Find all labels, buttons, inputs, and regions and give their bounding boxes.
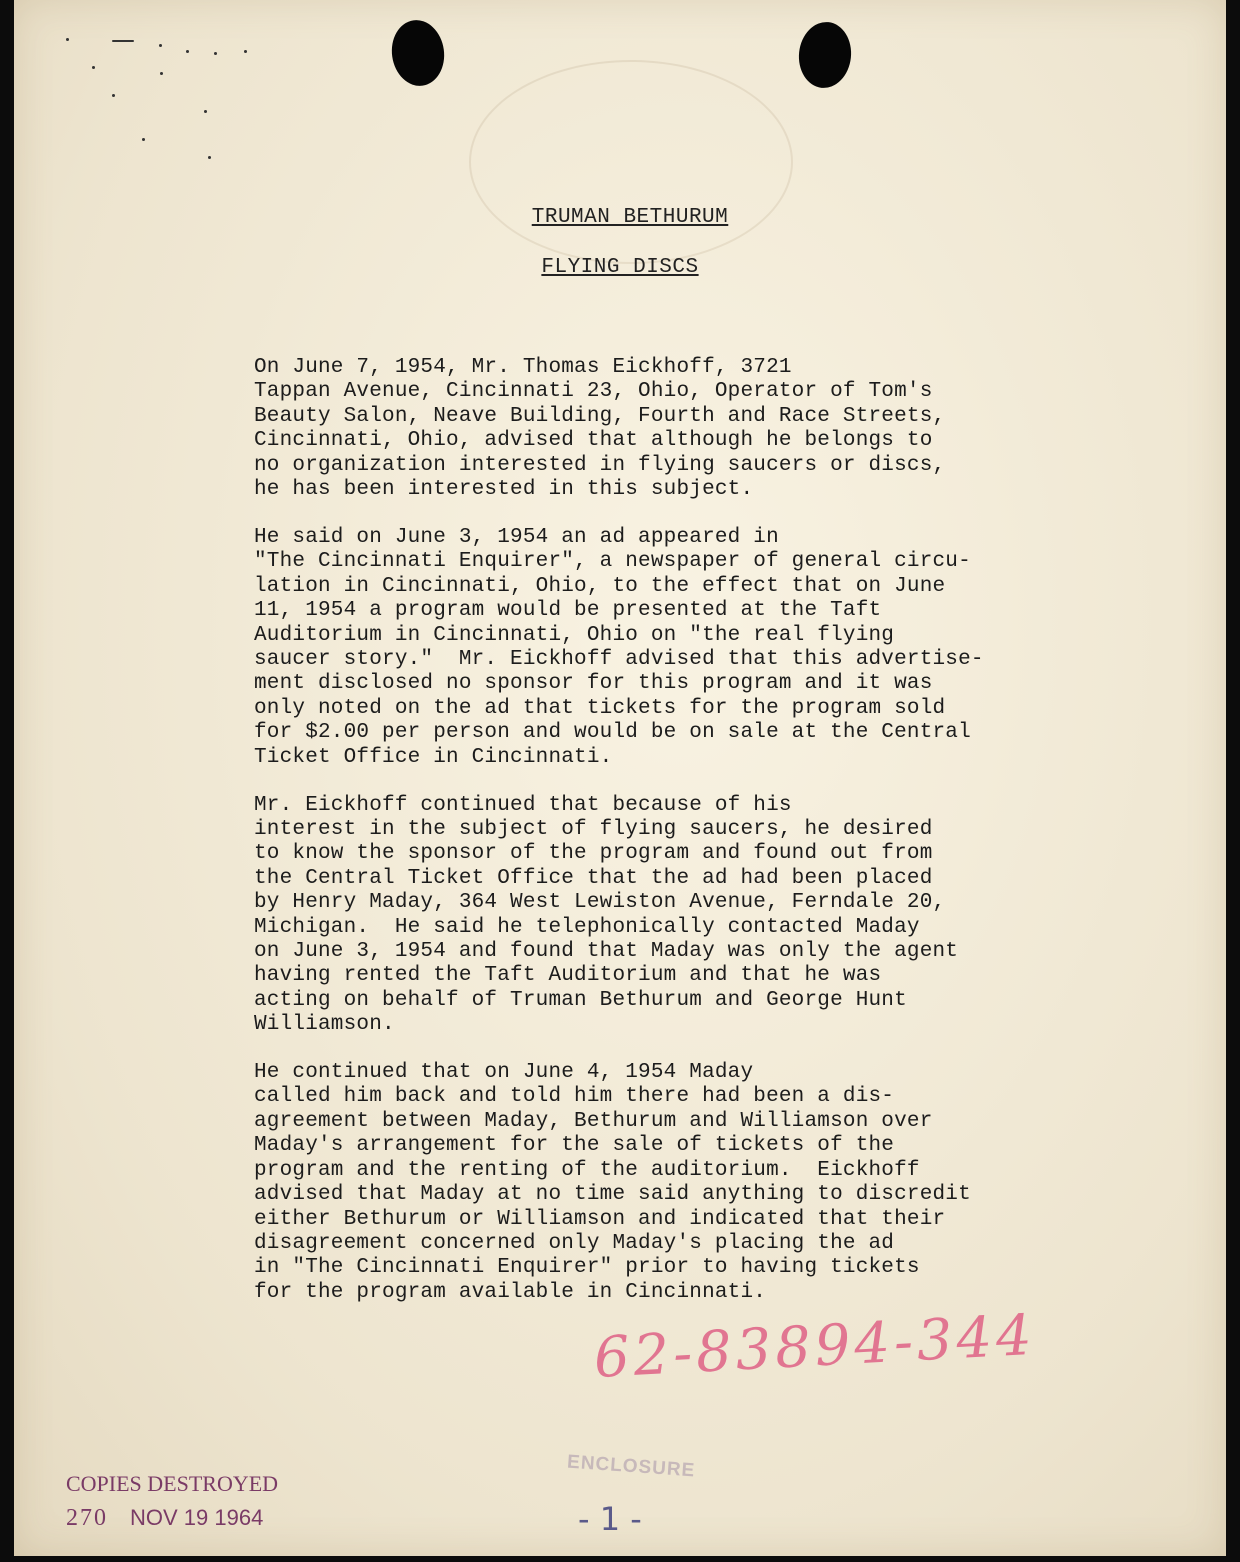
paragraph-1: On June 7, 1954, Mr. Thomas Eickhoff, 3721 Tappan Avenue, Cincinnati 23, Ohio, Operator of Tom's Beauty Salon, Neave Building, Fourth and Race Streets, Cincinnati, Ohio, advised that although he belongs to no organization interested in flying saucers or discs, he has been interested in this subject. xyxy=(254,356,946,502)
document-title: TRUMAN BETHURUM xyxy=(531,206,729,229)
document-page xyxy=(14,0,1226,1556)
enclosure-stamp: ENCLOSURE xyxy=(566,1451,696,1482)
stamp-date: NOV 19 1964 xyxy=(130,1505,264,1530)
stamp-line2 xyxy=(66,1504,278,1532)
punch-hole-right xyxy=(796,19,855,90)
handwritten-file-number: 62-83894-344 xyxy=(592,1302,1038,1391)
paragraph-3: Mr. Eickhoff continued that because of his interest in the subject of flying saucers, he desired to know the sponsor of the program and found out from the Central Ticket Office that the ad had been placed by Henry Maday, 364 West Lewiston Avenue, Ferndale 20, Michigan. He said he telephonically contacted Maday on June 3, 1954 and found that Maday was only the agent having rented the Taft Auditorium and that he was acting on behalf of Truman Bethurum and George Hunt Williamson. xyxy=(254,793,959,1037)
stamp-number: 270 xyxy=(66,1505,108,1531)
document-subtitle: FLYING DISCS xyxy=(541,256,699,279)
paper-specks xyxy=(64,34,324,164)
paragraph-4: He continued that on June 4, 1954 Maday called him back and told him there had been a dis- agreement between Maday, Bethurum and Williamson over Maday's arrangement for the sale of tickets of the program and the renting of the auditorium. Eickhoff advised that Maday at no time said anything to discredit either Bethurum or Williamson and indicated that their disagreement concerned only Maday's placing the ad in "The Cincinnati Enquirer" prior to having tickets for the program available in Cincinnati. xyxy=(254,1061,971,1304)
document-body xyxy=(254,356,1104,1329)
paragraph-2: He said on June 3, 1954 an ad appeared in "The Cincinnati Enquirer", a newspaper of general circu- lation in Cincinnati, Ohio, to the effect that on June 11, 1954 a program would be presented at the Taft Auditorium in Cincinnati, Ohio on "the real flying saucer story." Mr. Eickhoff advised that this advertise- ment disclosed no sponsor for this program and it was only noted on the ad that tickets for the program sold for $2.00 per person and would be on sale at the Central Ticket Office in Cincinnati. xyxy=(254,525,984,769)
page-number-mark: - 1 - xyxy=(578,1500,642,1538)
faint-seal-watermark xyxy=(469,60,793,264)
copies-destroyed-stamp xyxy=(66,1470,278,1532)
stamp-line1: COPIES DESTROYED xyxy=(66,1471,279,1496)
punch-hole-left xyxy=(388,17,449,90)
